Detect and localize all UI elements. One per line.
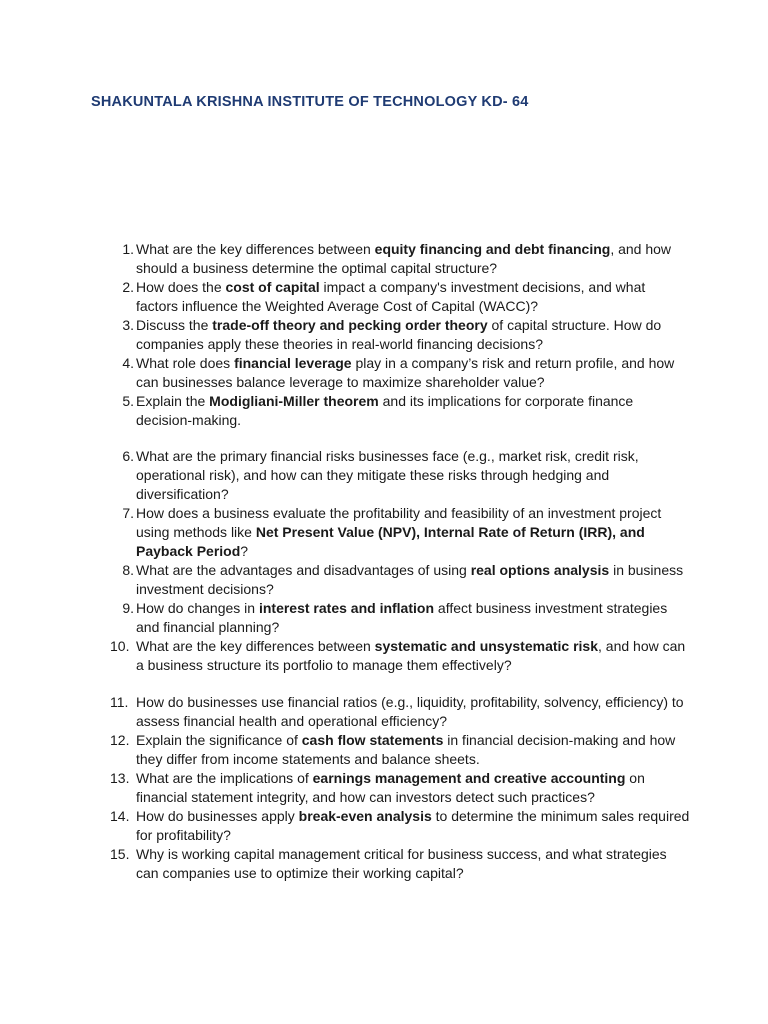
question-key-term: trade-off theory and pecking order theory (212, 317, 488, 333)
question-text-lead: What are the implications of (136, 770, 313, 786)
question-number: 7. (122, 505, 134, 521)
question-text (136, 393, 633, 428)
question-text-lead: How do changes in (136, 600, 259, 616)
question-group-3 (110, 693, 690, 883)
question-key-term: break-even analysis (298, 808, 432, 824)
question-text-tail: , and how should a business determine the optimal capital structure? (136, 241, 672, 276)
question-item (110, 637, 690, 675)
question-item (110, 693, 690, 731)
question-key-term: systematic and unsystematic risk (374, 638, 598, 654)
question-text-tail: of capital structure. How do companies apply these theories in real-world financing decisions? (136, 317, 662, 352)
question-group-2 (110, 447, 690, 675)
question-number: 3. (122, 317, 134, 333)
question-text-lead: How do businesses apply (136, 808, 299, 824)
question-item (110, 599, 690, 637)
question-text (136, 846, 667, 881)
question-text-lead: What are the key differences between (136, 241, 375, 257)
question-number: 9. (122, 600, 134, 616)
question-text-lead: What are the advantages and disadvantages of using (136, 562, 471, 578)
question-text-tail: in financial decision-making and how they differ from income statements and balance sheets. (136, 732, 676, 767)
question-item (110, 561, 690, 599)
question-text-tail: ? (240, 543, 249, 559)
question-number: 14. (110, 808, 130, 824)
question-text-tail: and its implications for corporate finance decision-making. (136, 393, 634, 428)
question-text-lead: Explain the significance of (136, 732, 302, 748)
question-text (136, 732, 675, 767)
question-number: 11. (110, 694, 129, 710)
question-key-term: interest rates and inflation (258, 600, 435, 616)
question-text (136, 279, 645, 314)
question-key-term: earnings management and creative accounting (312, 770, 626, 786)
question-text (136, 241, 671, 276)
question-number: 1. (122, 241, 134, 257)
question-text (136, 317, 661, 352)
question-text-tail: impact a company's investment decisions, and what factors influence the Weighted Average Cost of Capital (WACC)? (136, 279, 646, 314)
question-number: 15. (110, 846, 130, 862)
question-text (136, 505, 661, 559)
question-item (110, 278, 690, 316)
question-text-lead: Explain the (136, 393, 210, 409)
question-text-lead: Discuss the (136, 317, 213, 333)
question-text-lead: What are the key differences between (136, 638, 375, 654)
question-item (110, 316, 690, 354)
question-item (110, 807, 690, 845)
question-number: 12. (110, 732, 130, 748)
question-item (110, 392, 690, 430)
question-key-term: cash flow statements (301, 732, 444, 748)
question-key-term: equity financing and debt financing (374, 241, 611, 257)
question-text-tail: on financial statement integrity, and how can investors detect such practices? (136, 770, 645, 805)
question-number: 2. (122, 279, 134, 295)
question-text-lead: How do businesses use financial ratios (e.g., liquidity, profitability, solvency, efficiency) to assess financial health and operational efficiency? (136, 694, 684, 729)
question-text-lead: What are the primary financial risks businesses face (e.g., market risk, credit risk, operational risk), and how can they mitigate these risks through hedging and diversification? (136, 448, 639, 502)
question-text-tail: , and how can a business structure its portfolio to manage them effectively? (136, 638, 686, 673)
question-text-tail: to determine the minimum sales required for profitability? (136, 808, 690, 843)
question-key-term: Modigliani-Miller theorem (209, 393, 379, 409)
question-text (136, 808, 689, 843)
question-text-tail: affect business investment strategies and financial planning? (136, 600, 668, 635)
question-text (136, 448, 639, 502)
question-number: 5. (122, 393, 134, 409)
question-text-lead: What role does (136, 355, 235, 371)
question-item (110, 240, 690, 278)
question-text (136, 770, 645, 805)
question-number: 8. (122, 562, 134, 578)
question-key-term: real options analysis (470, 562, 610, 578)
question-item (110, 504, 690, 561)
question-text (136, 638, 685, 673)
question-group-1 (110, 240, 690, 430)
question-text (136, 355, 674, 390)
question-item (110, 731, 690, 769)
question-text (136, 600, 667, 635)
question-number: 10. (110, 638, 130, 654)
question-number: 6. (122, 448, 134, 464)
question-text (136, 562, 683, 597)
question-text-tail: in business investment decisions? (136, 562, 684, 597)
question-key-term: financial leverage (234, 355, 352, 371)
question-item (110, 354, 690, 392)
question-number: 13. (110, 770, 130, 786)
institute-title: SHAKUNTALA KRISHNA INSTITUTE OF TECHNOLOGY KD- 64 (91, 94, 529, 110)
question-number: 4. (122, 355, 134, 371)
question-text-lead: How does the (136, 279, 226, 295)
question-item (110, 447, 690, 504)
question-key-term: Net Present Value (NPV), Internal Rate of Return (IRR), and Payback Period (136, 524, 645, 559)
question-key-term: cost of capital (225, 279, 320, 295)
question-text-tail: play in a company’s risk and return profile, and how can businesses balance leverage to maximize shareholder value? (136, 355, 675, 390)
question-item (110, 769, 690, 807)
question-text-lead: Why is working capital management critical for business success, and what strategies can companies use to optimize their working capital? (136, 846, 667, 881)
question-item (110, 845, 690, 883)
question-text (136, 694, 684, 729)
question-text-lead: How does a business evaluate the profitability and feasibility of an investment project using methods like (136, 505, 662, 540)
